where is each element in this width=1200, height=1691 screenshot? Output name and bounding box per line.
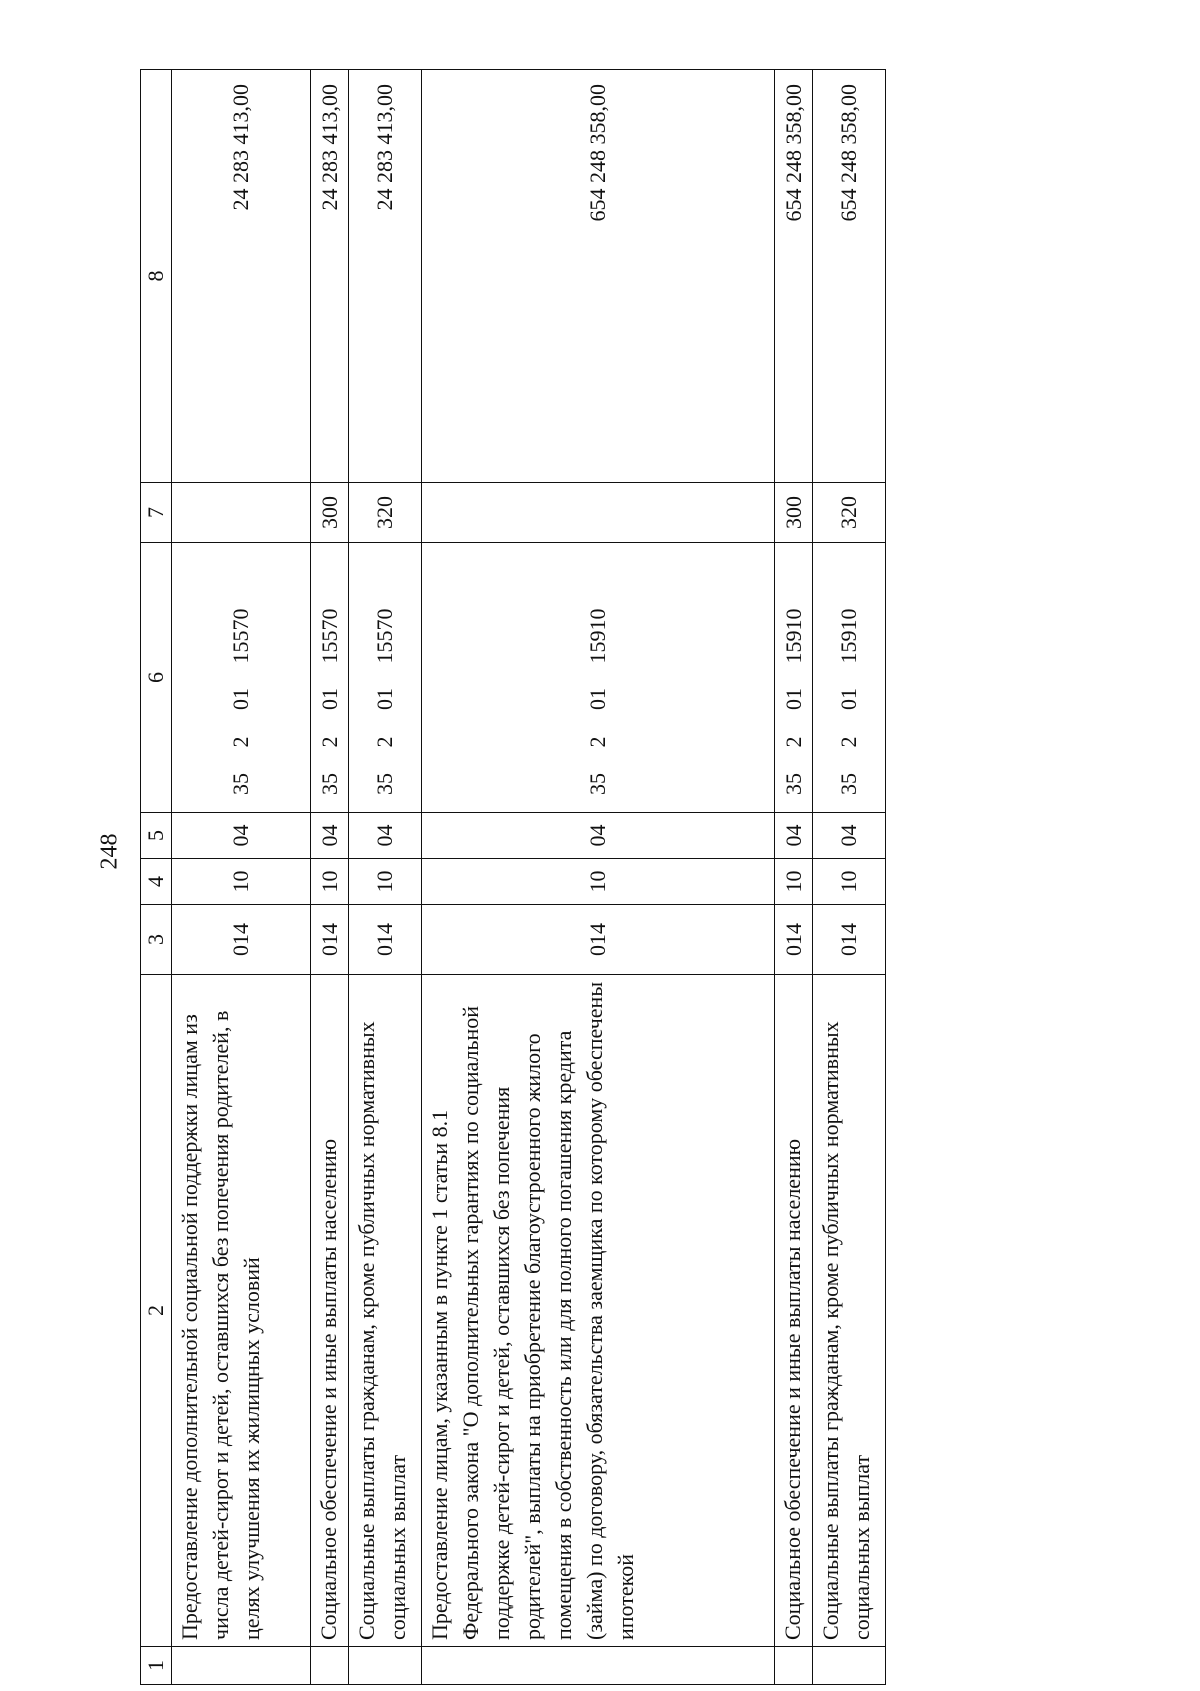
- table-row: [172, 70, 311, 1685]
- target-article-code: [317, 549, 343, 806]
- target-article-cell: [349, 543, 422, 813]
- sum-cell: 654 248 358,00: [775, 70, 813, 483]
- sum-cell: 654 248 358,00: [813, 70, 886, 483]
- csr-direction: 15910: [836, 608, 862, 664]
- row-number-cell: [310, 1647, 348, 1685]
- csr-direction: 15570: [372, 608, 398, 664]
- sum-cell: 24 283 413,00: [349, 70, 422, 483]
- csr-program: 35: [227, 773, 253, 795]
- csr-program: 35: [584, 773, 610, 795]
- expense-type-cell: 300: [310, 483, 348, 543]
- csr-event: 01: [316, 688, 342, 710]
- description-cell: Предоставление лицам, указанным в пункте 1 статьи 8.1 Федерального закона "О дополнительных гарантиях по социальной поддержке детей-сирот и детей, оставшихся без попечения родителей", выплаты на приобретение благоустроенного жилого помещения в собственность или для полного погашения кредита (займа) по договору, обязательства заемщика по которому обеспечены ипотекой: [421, 975, 774, 1647]
- csr-subprogram: 2: [780, 736, 806, 748]
- csr-program: 35: [780, 773, 806, 795]
- csr-subprogram: 2: [584, 736, 610, 748]
- csr-program: 35: [836, 773, 862, 795]
- csr-event: 01: [780, 688, 806, 710]
- description-cell: Социальные выплаты гражданам, кроме публичных нормативных социальных выплат: [813, 975, 886, 1647]
- page-number: [97, 831, 123, 871]
- subsection-cell: 04: [421, 813, 774, 859]
- section-cell: 10: [310, 859, 348, 905]
- header-col-7: 7: [141, 483, 172, 543]
- header-col-3: 3: [141, 905, 172, 975]
- target-article-code: [781, 549, 807, 806]
- csr-direction: 15570: [227, 608, 253, 664]
- grbs-cell: 014: [310, 905, 348, 975]
- budget-table: [140, 69, 886, 1685]
- table-row: [421, 70, 774, 1685]
- section-cell: 10: [775, 859, 813, 905]
- target-article-code: [585, 549, 611, 806]
- target-article-cell: [421, 543, 774, 813]
- section-cell: 10: [172, 859, 311, 905]
- table-row: [310, 70, 348, 1685]
- sum-cell: 24 283 413,00: [310, 70, 348, 483]
- target-article-cell: [172, 543, 311, 813]
- subsection-cell: 04: [813, 813, 886, 859]
- subsection-cell: 04: [775, 813, 813, 859]
- sum-cell: 654 248 358,00: [421, 70, 774, 483]
- table-row: [813, 70, 886, 1685]
- csr-direction: 15910: [584, 608, 610, 664]
- csr-subprogram: 2: [316, 736, 342, 748]
- header-col-4: 4: [141, 859, 172, 905]
- section-cell: 10: [349, 859, 422, 905]
- csr-event: 01: [584, 688, 610, 710]
- header-col-2: 2: [141, 975, 172, 1647]
- expense-type-cell: [172, 483, 311, 543]
- header-col-5: 5: [141, 813, 172, 859]
- description-cell: Социальное обеспечение и иные выплаты населению: [310, 975, 348, 1647]
- header-row: [141, 70, 172, 1685]
- description-cell: Предоставление дополнительной социальной поддержки лицам из числа детей-сирот и детей, оставшихся без попечения родителей, в целях улучшения их жилищных условий: [172, 975, 311, 1647]
- csr-direction: 15570: [316, 608, 342, 664]
- section-cell: 10: [813, 859, 886, 905]
- description-cell: Социальные выплаты гражданам, кроме публичных нормативных социальных выплат: [349, 975, 422, 1647]
- csr-program: 35: [316, 773, 342, 795]
- expense-type-cell: 300: [775, 483, 813, 543]
- csr-subprogram: 2: [227, 736, 253, 748]
- subsection-cell: 04: [172, 813, 311, 859]
- grbs-cell: 014: [421, 905, 774, 975]
- budget-table-container: [140, 70, 886, 1685]
- grbs-cell: 014: [172, 905, 311, 975]
- target-article-code: [372, 549, 398, 806]
- csr-event: 01: [372, 688, 398, 710]
- description-cell: Социальное обеспечение и иные выплаты населению: [775, 975, 813, 1647]
- csr-subprogram: 2: [372, 736, 398, 748]
- expense-type-cell: 320: [813, 483, 886, 543]
- row-number-cell: [813, 1647, 886, 1685]
- target-article-cell: [310, 543, 348, 813]
- csr-program: 35: [372, 773, 398, 795]
- csr-direction: 15910: [780, 608, 806, 664]
- expense-type-cell: [421, 483, 774, 543]
- header-col-8: 8: [141, 70, 172, 483]
- subsection-cell: 04: [349, 813, 422, 859]
- row-number-cell: [172, 1647, 311, 1685]
- grbs-cell: 014: [775, 905, 813, 975]
- target-article-code: [228, 549, 254, 806]
- row-number-cell: [421, 1647, 774, 1685]
- grbs-cell: 014: [813, 905, 886, 975]
- csr-event: 01: [227, 688, 253, 710]
- header-col-1: 1: [141, 1647, 172, 1685]
- header-col-6: 6: [141, 543, 172, 813]
- target-article-cell: [775, 543, 813, 813]
- table-row: [349, 70, 422, 1685]
- row-number-cell: [349, 1647, 422, 1685]
- target-article-code: [836, 549, 862, 806]
- section-cell: 10: [421, 859, 774, 905]
- table-row: [775, 70, 813, 1685]
- csr-subprogram: 2: [836, 736, 862, 748]
- row-number-cell: [775, 1647, 813, 1685]
- page-number-text: 248: [96, 833, 123, 869]
- csr-event: 01: [836, 688, 862, 710]
- expense-type-cell: 320: [349, 483, 422, 543]
- sum-cell: 24 283 413,00: [172, 70, 311, 483]
- target-article-cell: [813, 543, 886, 813]
- subsection-cell: 04: [310, 813, 348, 859]
- grbs-cell: 014: [349, 905, 422, 975]
